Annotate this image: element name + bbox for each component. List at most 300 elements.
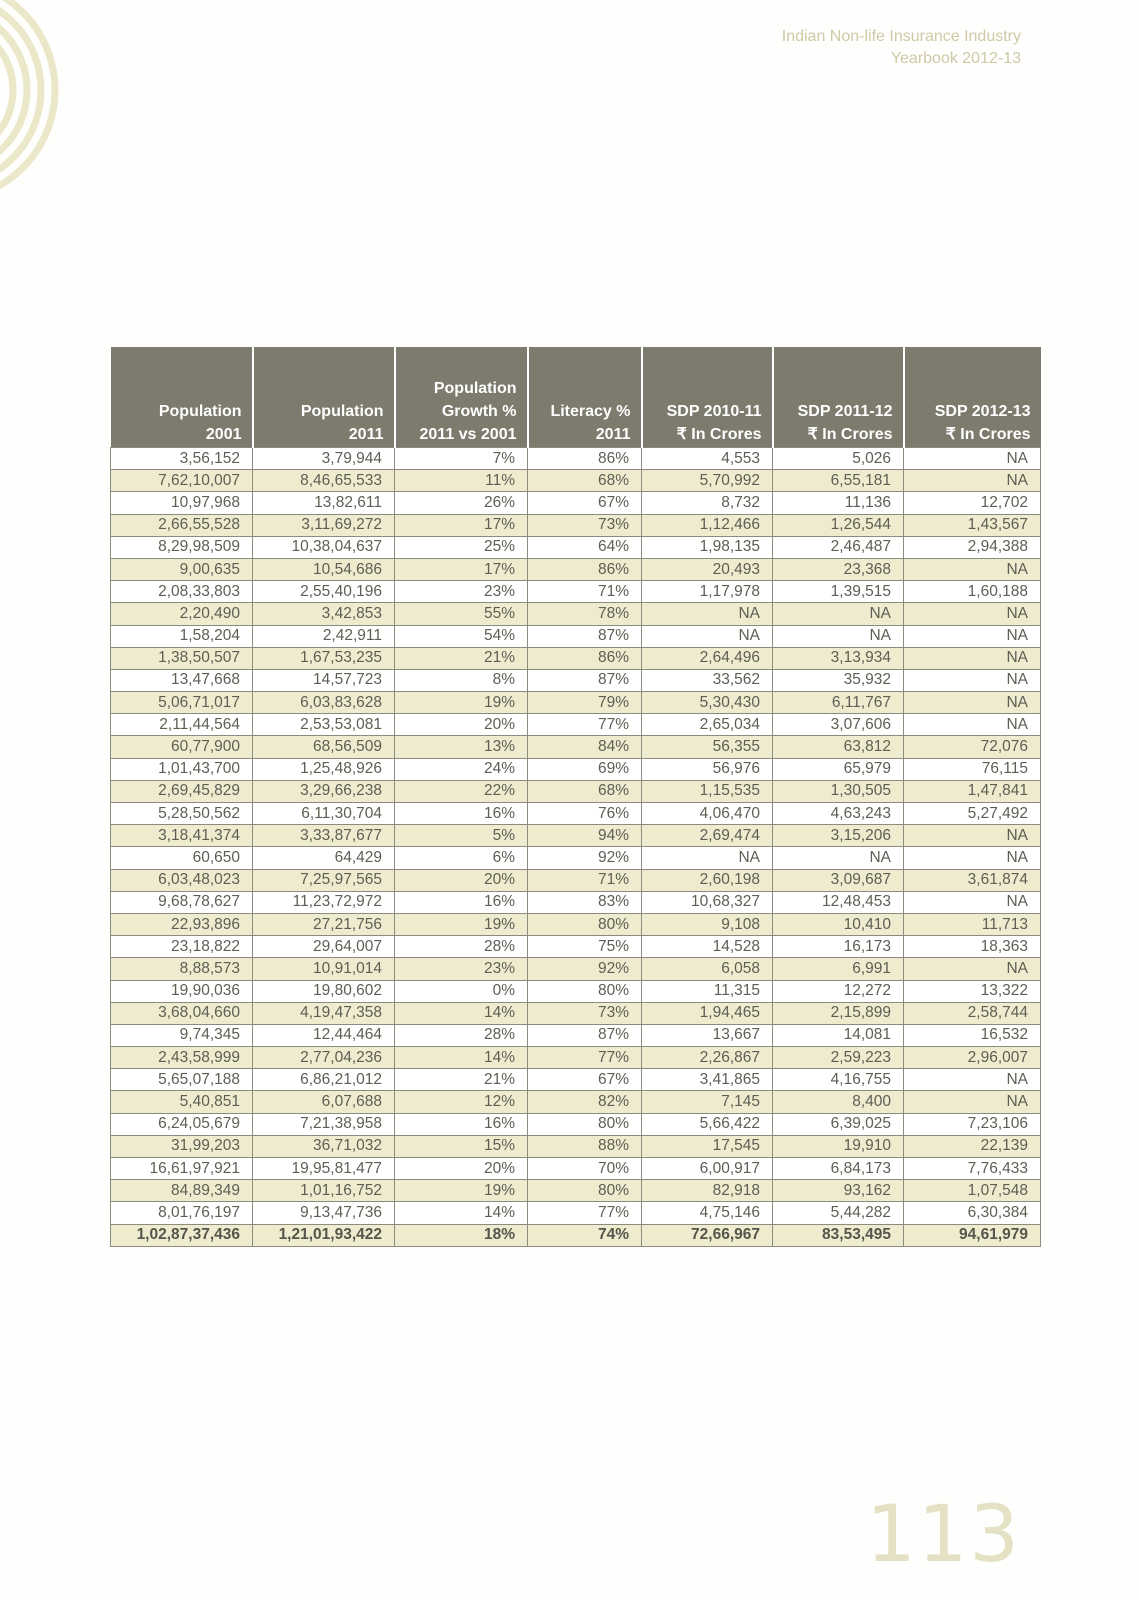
table-cell: 21% xyxy=(395,647,528,669)
table-cell: 82% xyxy=(528,1091,642,1113)
table-cell: 2,43,58,999 xyxy=(111,1047,253,1069)
table-cell: 1,67,53,235 xyxy=(253,647,395,669)
table-row xyxy=(111,913,1041,935)
table-cell: 78% xyxy=(528,603,642,625)
total-cell: 94,61,979 xyxy=(904,1224,1041,1246)
table-cell: 11,136 xyxy=(773,492,904,514)
table-cell: 92% xyxy=(528,847,642,869)
table-cell: 2,08,33,803 xyxy=(111,581,253,603)
column-header xyxy=(642,347,773,448)
table-cell: 4,06,470 xyxy=(642,803,773,825)
table-cell: 3,42,853 xyxy=(253,603,395,625)
table-cell: 5,70,992 xyxy=(642,470,773,492)
table-cell: NA xyxy=(773,625,904,647)
table-cell: 7,76,433 xyxy=(904,1158,1041,1180)
table-cell: 77% xyxy=(528,714,642,736)
table-cell: 3,33,87,677 xyxy=(253,825,395,847)
table-cell: 16% xyxy=(395,803,528,825)
table-cell: 79% xyxy=(528,692,642,714)
table-cell: 29,64,007 xyxy=(253,936,395,958)
table-cell: 13% xyxy=(395,736,528,758)
table-cell: 20% xyxy=(395,1158,528,1180)
table-cell: 3,18,41,374 xyxy=(111,825,253,847)
table-cell: 17% xyxy=(395,558,528,580)
table-row xyxy=(111,958,1041,980)
table-cell: 54% xyxy=(395,625,528,647)
table-cell: 6,991 xyxy=(773,958,904,980)
table-cell: 35,932 xyxy=(773,669,904,691)
table-cell: 56,976 xyxy=(642,758,773,780)
table-cell: 68% xyxy=(528,470,642,492)
table-cell: 6% xyxy=(395,847,528,869)
table-row xyxy=(111,1024,1041,1046)
table-cell: 7,23,106 xyxy=(904,1113,1041,1135)
table-cell: 19% xyxy=(395,692,528,714)
table-cell: 5% xyxy=(395,825,528,847)
column-header-line: ₹ In Crores xyxy=(945,426,1031,443)
table-cell: NA xyxy=(904,891,1041,913)
table-cell: NA xyxy=(904,558,1041,580)
table-cell: 22% xyxy=(395,780,528,802)
table-cell: 19,90,036 xyxy=(111,980,253,1002)
table-cell: 4,75,146 xyxy=(642,1202,773,1224)
table-cell: 5,28,50,562 xyxy=(111,803,253,825)
total-cell: 18% xyxy=(395,1224,528,1246)
table-cell: 9,00,635 xyxy=(111,558,253,580)
table-cell: 14,528 xyxy=(642,936,773,958)
column-header-line xyxy=(533,377,631,400)
table-cell: 3,56,152 xyxy=(111,448,253,470)
table-cell: NA xyxy=(642,847,773,869)
table-cell: 8,400 xyxy=(773,1091,904,1113)
table-cell: 20,493 xyxy=(642,558,773,580)
table-cell: 17% xyxy=(395,514,528,536)
table-cell: 77% xyxy=(528,1047,642,1069)
table-cell: 64,429 xyxy=(253,847,395,869)
table-cell: 2,55,40,196 xyxy=(253,581,395,603)
table-cell: 8,29,98,509 xyxy=(111,536,253,558)
table-row xyxy=(111,1180,1041,1202)
table-cell: 17,545 xyxy=(642,1135,773,1157)
column-header-line: SDP 2012-13 xyxy=(934,403,1031,420)
column-header xyxy=(111,347,253,448)
table-row xyxy=(111,714,1041,736)
table-cell: 6,03,48,023 xyxy=(111,869,253,891)
column-header xyxy=(528,347,642,448)
table-cell: 11,315 xyxy=(642,980,773,1002)
table-cell: 2,69,45,829 xyxy=(111,780,253,802)
table-cell: 80% xyxy=(528,1180,642,1202)
table-row xyxy=(111,847,1041,869)
table-cell: 1,39,515 xyxy=(773,581,904,603)
table-cell: 11,23,72,972 xyxy=(253,891,395,913)
table-cell: NA xyxy=(904,714,1041,736)
table-cell: 1,17,978 xyxy=(642,581,773,603)
table-cell: 94% xyxy=(528,825,642,847)
table-cell: 16,173 xyxy=(773,936,904,958)
table-cell: NA xyxy=(904,448,1041,470)
decorative-arcs-icon xyxy=(0,0,70,220)
table-cell: 12,44,464 xyxy=(253,1024,395,1046)
total-cell: 72,66,967 xyxy=(642,1224,773,1246)
table-cell: 8,88,573 xyxy=(111,958,253,980)
table-cell: 14% xyxy=(395,1047,528,1069)
table-cell: 69% xyxy=(528,758,642,780)
table-cell: 1,47,841 xyxy=(904,780,1041,802)
table-cell: 6,00,917 xyxy=(642,1158,773,1180)
table-cell: 82,918 xyxy=(642,1180,773,1202)
table-cell: 5,27,492 xyxy=(904,803,1041,825)
table-cell: 67% xyxy=(528,492,642,514)
table-cell: 86% xyxy=(528,647,642,669)
table-body xyxy=(111,448,1041,1247)
table-row xyxy=(111,780,1041,802)
table-cell: 31,99,203 xyxy=(111,1135,253,1157)
table-cell: 2,20,490 xyxy=(111,603,253,625)
table-cell: 1,26,544 xyxy=(773,514,904,536)
table-cell: 86% xyxy=(528,448,642,470)
table-cell: 4,63,243 xyxy=(773,803,904,825)
table-cell: 23,18,822 xyxy=(111,936,253,958)
table-cell: 3,13,934 xyxy=(773,647,904,669)
table-cell: 28% xyxy=(395,1024,528,1046)
table-cell: 8,01,76,197 xyxy=(111,1202,253,1224)
table-cell: NA xyxy=(904,603,1041,625)
table-cell: 26% xyxy=(395,492,528,514)
column-header-line xyxy=(647,377,762,400)
table-cell: 60,77,900 xyxy=(111,736,253,758)
table-row xyxy=(111,514,1041,536)
table-cell: 3,29,66,238 xyxy=(253,780,395,802)
table-row xyxy=(111,1069,1041,1091)
table-row xyxy=(111,736,1041,758)
table-cell: 16% xyxy=(395,891,528,913)
table-row xyxy=(111,825,1041,847)
table-cell: 12,272 xyxy=(773,980,904,1002)
table-cell: 1,43,567 xyxy=(904,514,1041,536)
table-cell: 1,12,466 xyxy=(642,514,773,536)
table-cell: 2,11,44,564 xyxy=(111,714,253,736)
table-cell: 1,15,535 xyxy=(642,780,773,802)
table-cell: 24% xyxy=(395,758,528,780)
column-header-line: ₹ In Crores xyxy=(807,426,893,443)
column-header-line: Population xyxy=(158,403,242,420)
table-cell: 19% xyxy=(395,1180,528,1202)
table-cell: 68,56,509 xyxy=(253,736,395,758)
table-cell: 1,07,548 xyxy=(904,1180,1041,1202)
table-cell: 92% xyxy=(528,958,642,980)
table-cell: NA xyxy=(904,1069,1041,1091)
table-cell: 12,702 xyxy=(904,492,1041,514)
table-cell: NA xyxy=(773,603,904,625)
table-row xyxy=(111,669,1041,691)
table-row xyxy=(111,980,1041,1002)
table-cell: 60,650 xyxy=(111,847,253,869)
table-row xyxy=(111,581,1041,603)
table-cell: 4,19,47,358 xyxy=(253,1002,395,1024)
table-cell: 67% xyxy=(528,1069,642,1091)
table-cell: 68% xyxy=(528,780,642,802)
table-cell: 65,979 xyxy=(773,758,904,780)
table-cell: 7,21,38,958 xyxy=(253,1113,395,1135)
table-cell: NA xyxy=(904,692,1041,714)
table-cell: 21% xyxy=(395,1069,528,1091)
table-cell: NA xyxy=(904,470,1041,492)
table-row xyxy=(111,758,1041,780)
table-cell: 36,71,032 xyxy=(253,1135,395,1157)
table-cell: 2,26,867 xyxy=(642,1047,773,1069)
table-cell: 23% xyxy=(395,581,528,603)
table-cell: 6,058 xyxy=(642,958,773,980)
table-cell: 16,61,97,921 xyxy=(111,1158,253,1180)
table-row xyxy=(111,558,1041,580)
table-cell: 72,076 xyxy=(904,736,1041,758)
table-cell: 6,30,384 xyxy=(904,1202,1041,1224)
table-cell: 3,15,206 xyxy=(773,825,904,847)
table-cell: 7,62,10,007 xyxy=(111,470,253,492)
table-cell: 3,61,874 xyxy=(904,869,1041,891)
column-header xyxy=(253,347,395,448)
table-cell: 8,732 xyxy=(642,492,773,514)
table-cell: 20% xyxy=(395,869,528,891)
table-row xyxy=(111,692,1041,714)
table-cell: 2,94,388 xyxy=(904,536,1041,558)
table-cell: 2,69,474 xyxy=(642,825,773,847)
total-cell: 74% xyxy=(528,1224,642,1246)
table-cell: 3,68,04,660 xyxy=(111,1002,253,1024)
table-cell: 2,42,911 xyxy=(253,625,395,647)
table-cell: NA xyxy=(642,603,773,625)
column-header-line xyxy=(115,377,242,400)
table-cell: 19% xyxy=(395,913,528,935)
table-cell: 56,355 xyxy=(642,736,773,758)
table-cell: 11,713 xyxy=(904,913,1041,935)
table-cell: 19,80,602 xyxy=(253,980,395,1002)
table-cell: 2,53,53,081 xyxy=(253,714,395,736)
table-cell: 18,363 xyxy=(904,936,1041,958)
table-cell: 8% xyxy=(395,669,528,691)
table-cell: NA xyxy=(904,847,1041,869)
table-cell: 8,46,65,533 xyxy=(253,470,395,492)
table-cell: 93,162 xyxy=(773,1180,904,1202)
table-cell: 2,66,55,528 xyxy=(111,514,253,536)
table-cell: NA xyxy=(642,625,773,647)
table-cell: 22,139 xyxy=(904,1135,1041,1157)
table-cell: 10,68,327 xyxy=(642,891,773,913)
table-cell: 10,97,968 xyxy=(111,492,253,514)
table-cell: 1,25,48,926 xyxy=(253,758,395,780)
table-cell: 1,01,43,700 xyxy=(111,758,253,780)
column-header-line: 2011 xyxy=(595,426,631,443)
header-subtitle: Yearbook 2012-13 xyxy=(890,50,1021,67)
table-cell: 10,38,04,637 xyxy=(253,536,395,558)
table-cell: 3,79,944 xyxy=(253,448,395,470)
table-cell: 1,60,188 xyxy=(904,581,1041,603)
total-cell: 1,21,01,93,422 xyxy=(253,1224,395,1246)
table-row xyxy=(111,625,1041,647)
column-header-line xyxy=(778,377,893,400)
table-cell: 1,94,465 xyxy=(642,1002,773,1024)
table-row xyxy=(111,603,1041,625)
table-cell: 19,95,81,477 xyxy=(253,1158,395,1180)
table-cell: 5,65,07,188 xyxy=(111,1069,253,1091)
table-cell: 14,081 xyxy=(773,1024,904,1046)
table-cell: 76% xyxy=(528,803,642,825)
table-cell: 55% xyxy=(395,603,528,625)
table-cell: 2,15,899 xyxy=(773,1002,904,1024)
table-cell: NA xyxy=(773,847,904,869)
table-cell: 14% xyxy=(395,1202,528,1224)
table-cell: 84,89,349 xyxy=(111,1180,253,1202)
table-row xyxy=(111,936,1041,958)
column-header-line: 2001 xyxy=(205,426,242,443)
table-row xyxy=(111,891,1041,913)
table-cell: 6,39,025 xyxy=(773,1113,904,1135)
table-cell: 88% xyxy=(528,1135,642,1157)
state-statistics-table xyxy=(110,347,1041,1247)
table-cell: 80% xyxy=(528,980,642,1002)
table-cell: 86% xyxy=(528,558,642,580)
table-cell: 28% xyxy=(395,936,528,958)
table-cell: 22,93,896 xyxy=(111,913,253,935)
table-row xyxy=(111,492,1041,514)
table-cell: 5,40,851 xyxy=(111,1091,253,1113)
table-cell: NA xyxy=(904,1091,1041,1113)
column-header-line: 2011 vs 2001 xyxy=(419,426,517,443)
table-cell: NA xyxy=(904,625,1041,647)
table-cell: 2,77,04,236 xyxy=(253,1047,395,1069)
table-cell: 87% xyxy=(528,625,642,647)
table-cell: 14% xyxy=(395,1002,528,1024)
table-cell: 15% xyxy=(395,1135,528,1157)
table-cell: 2,59,223 xyxy=(773,1047,904,1069)
table-cell: 10,410 xyxy=(773,913,904,935)
table-cell: 9,74,345 xyxy=(111,1024,253,1046)
table-row xyxy=(111,803,1041,825)
table-cell: 73% xyxy=(528,514,642,536)
table-cell: 87% xyxy=(528,1024,642,1046)
table-cell: 2,64,496 xyxy=(642,647,773,669)
table-cell: 5,44,282 xyxy=(773,1202,904,1224)
table-cell: NA xyxy=(904,647,1041,669)
table-cell: 13,322 xyxy=(904,980,1041,1002)
header-title: Indian Non-life Insurance Industry xyxy=(781,28,1021,45)
table-cell: 33,562 xyxy=(642,669,773,691)
table-cell: 6,11,767 xyxy=(773,692,904,714)
table-cell: NA xyxy=(904,669,1041,691)
table-cell: 2,65,034 xyxy=(642,714,773,736)
table-cell: 5,66,422 xyxy=(642,1113,773,1135)
table-row xyxy=(111,1135,1041,1157)
total-cell: 83,53,495 xyxy=(773,1224,904,1246)
table-cell: 9,108 xyxy=(642,913,773,935)
table-cell: 6,11,30,704 xyxy=(253,803,395,825)
column-header xyxy=(773,347,904,448)
table-cell: 27,21,756 xyxy=(253,913,395,935)
table-cell: 10,91,014 xyxy=(253,958,395,980)
table-cell: 1,01,16,752 xyxy=(253,1180,395,1202)
column-header-line xyxy=(258,377,384,400)
table-header-row xyxy=(111,347,1041,448)
table-cell: 3,41,865 xyxy=(642,1069,773,1091)
table-cell: 3,11,69,272 xyxy=(253,514,395,536)
table-cell: 5,30,430 xyxy=(642,692,773,714)
table-cell: 71% xyxy=(528,581,642,603)
table-cell: 76,115 xyxy=(904,758,1041,780)
table-cell: 75% xyxy=(528,936,642,958)
table-cell: 16% xyxy=(395,1113,528,1135)
table-cell: 5,06,71,017 xyxy=(111,692,253,714)
table-cell: 6,24,05,679 xyxy=(111,1113,253,1135)
table-cell: 14,57,723 xyxy=(253,669,395,691)
table-cell: 70% xyxy=(528,1158,642,1180)
table-row xyxy=(111,536,1041,558)
table-row xyxy=(111,1047,1041,1069)
table-cell: 1,58,204 xyxy=(111,625,253,647)
page-number: 113 xyxy=(866,1490,1021,1580)
table-cell: 80% xyxy=(528,1113,642,1135)
table-cell: 12% xyxy=(395,1091,528,1113)
table-cell: 2,58,744 xyxy=(904,1002,1041,1024)
table-cell: 9,68,78,627 xyxy=(111,891,253,913)
column-header-line: Population xyxy=(300,403,384,420)
table-cell: 3,09,687 xyxy=(773,869,904,891)
total-row xyxy=(111,1224,1041,1246)
table-cell: 12,48,453 xyxy=(773,891,904,913)
table-cell: 7% xyxy=(395,448,528,470)
column-header-line: ₹ In Crores xyxy=(676,426,762,443)
table-row xyxy=(111,448,1041,470)
column-header xyxy=(395,347,528,448)
column-header-line: SDP 2011-12 xyxy=(797,403,893,420)
table-cell: 13,667 xyxy=(642,1024,773,1046)
table-cell: 73% xyxy=(528,1002,642,1024)
table-cell: 0% xyxy=(395,980,528,1002)
table-cell: 10,54,686 xyxy=(253,558,395,580)
table-cell: 1,38,50,507 xyxy=(111,647,253,669)
column-header-line: Literacy % xyxy=(550,403,631,420)
column-header-line: SDP 2010-11 xyxy=(666,403,762,420)
table-cell: 6,55,181 xyxy=(773,470,904,492)
table-cell: 87% xyxy=(528,669,642,691)
total-cell: 1,02,87,37,436 xyxy=(111,1224,253,1246)
table-row xyxy=(111,1002,1041,1024)
table-row xyxy=(111,869,1041,891)
table-cell: 3,07,606 xyxy=(773,714,904,736)
table-cell: 6,07,688 xyxy=(253,1091,395,1113)
table-cell: 63,812 xyxy=(773,736,904,758)
table-cell: 6,84,173 xyxy=(773,1158,904,1180)
table-cell: 1,98,135 xyxy=(642,536,773,558)
table-cell: 7,25,97,565 xyxy=(253,869,395,891)
table-cell: 84% xyxy=(528,736,642,758)
table-cell: 7,145 xyxy=(642,1091,773,1113)
table-cell: 77% xyxy=(528,1202,642,1224)
table-cell: 6,86,21,012 xyxy=(253,1069,395,1091)
table-cell: 4,553 xyxy=(642,448,773,470)
table-cell: 9,13,47,736 xyxy=(253,1202,395,1224)
table-cell: 1,30,505 xyxy=(773,780,904,802)
table-cell: 2,96,007 xyxy=(904,1047,1041,1069)
column-header-line xyxy=(909,377,1031,400)
table-cell: 11% xyxy=(395,470,528,492)
table-cell: 19,910 xyxy=(773,1135,904,1157)
running-header xyxy=(782,26,1021,70)
table-row xyxy=(111,470,1041,492)
table-row xyxy=(111,1158,1041,1180)
table-cell: 6,03,83,628 xyxy=(253,692,395,714)
table-cell: 71% xyxy=(528,869,642,891)
